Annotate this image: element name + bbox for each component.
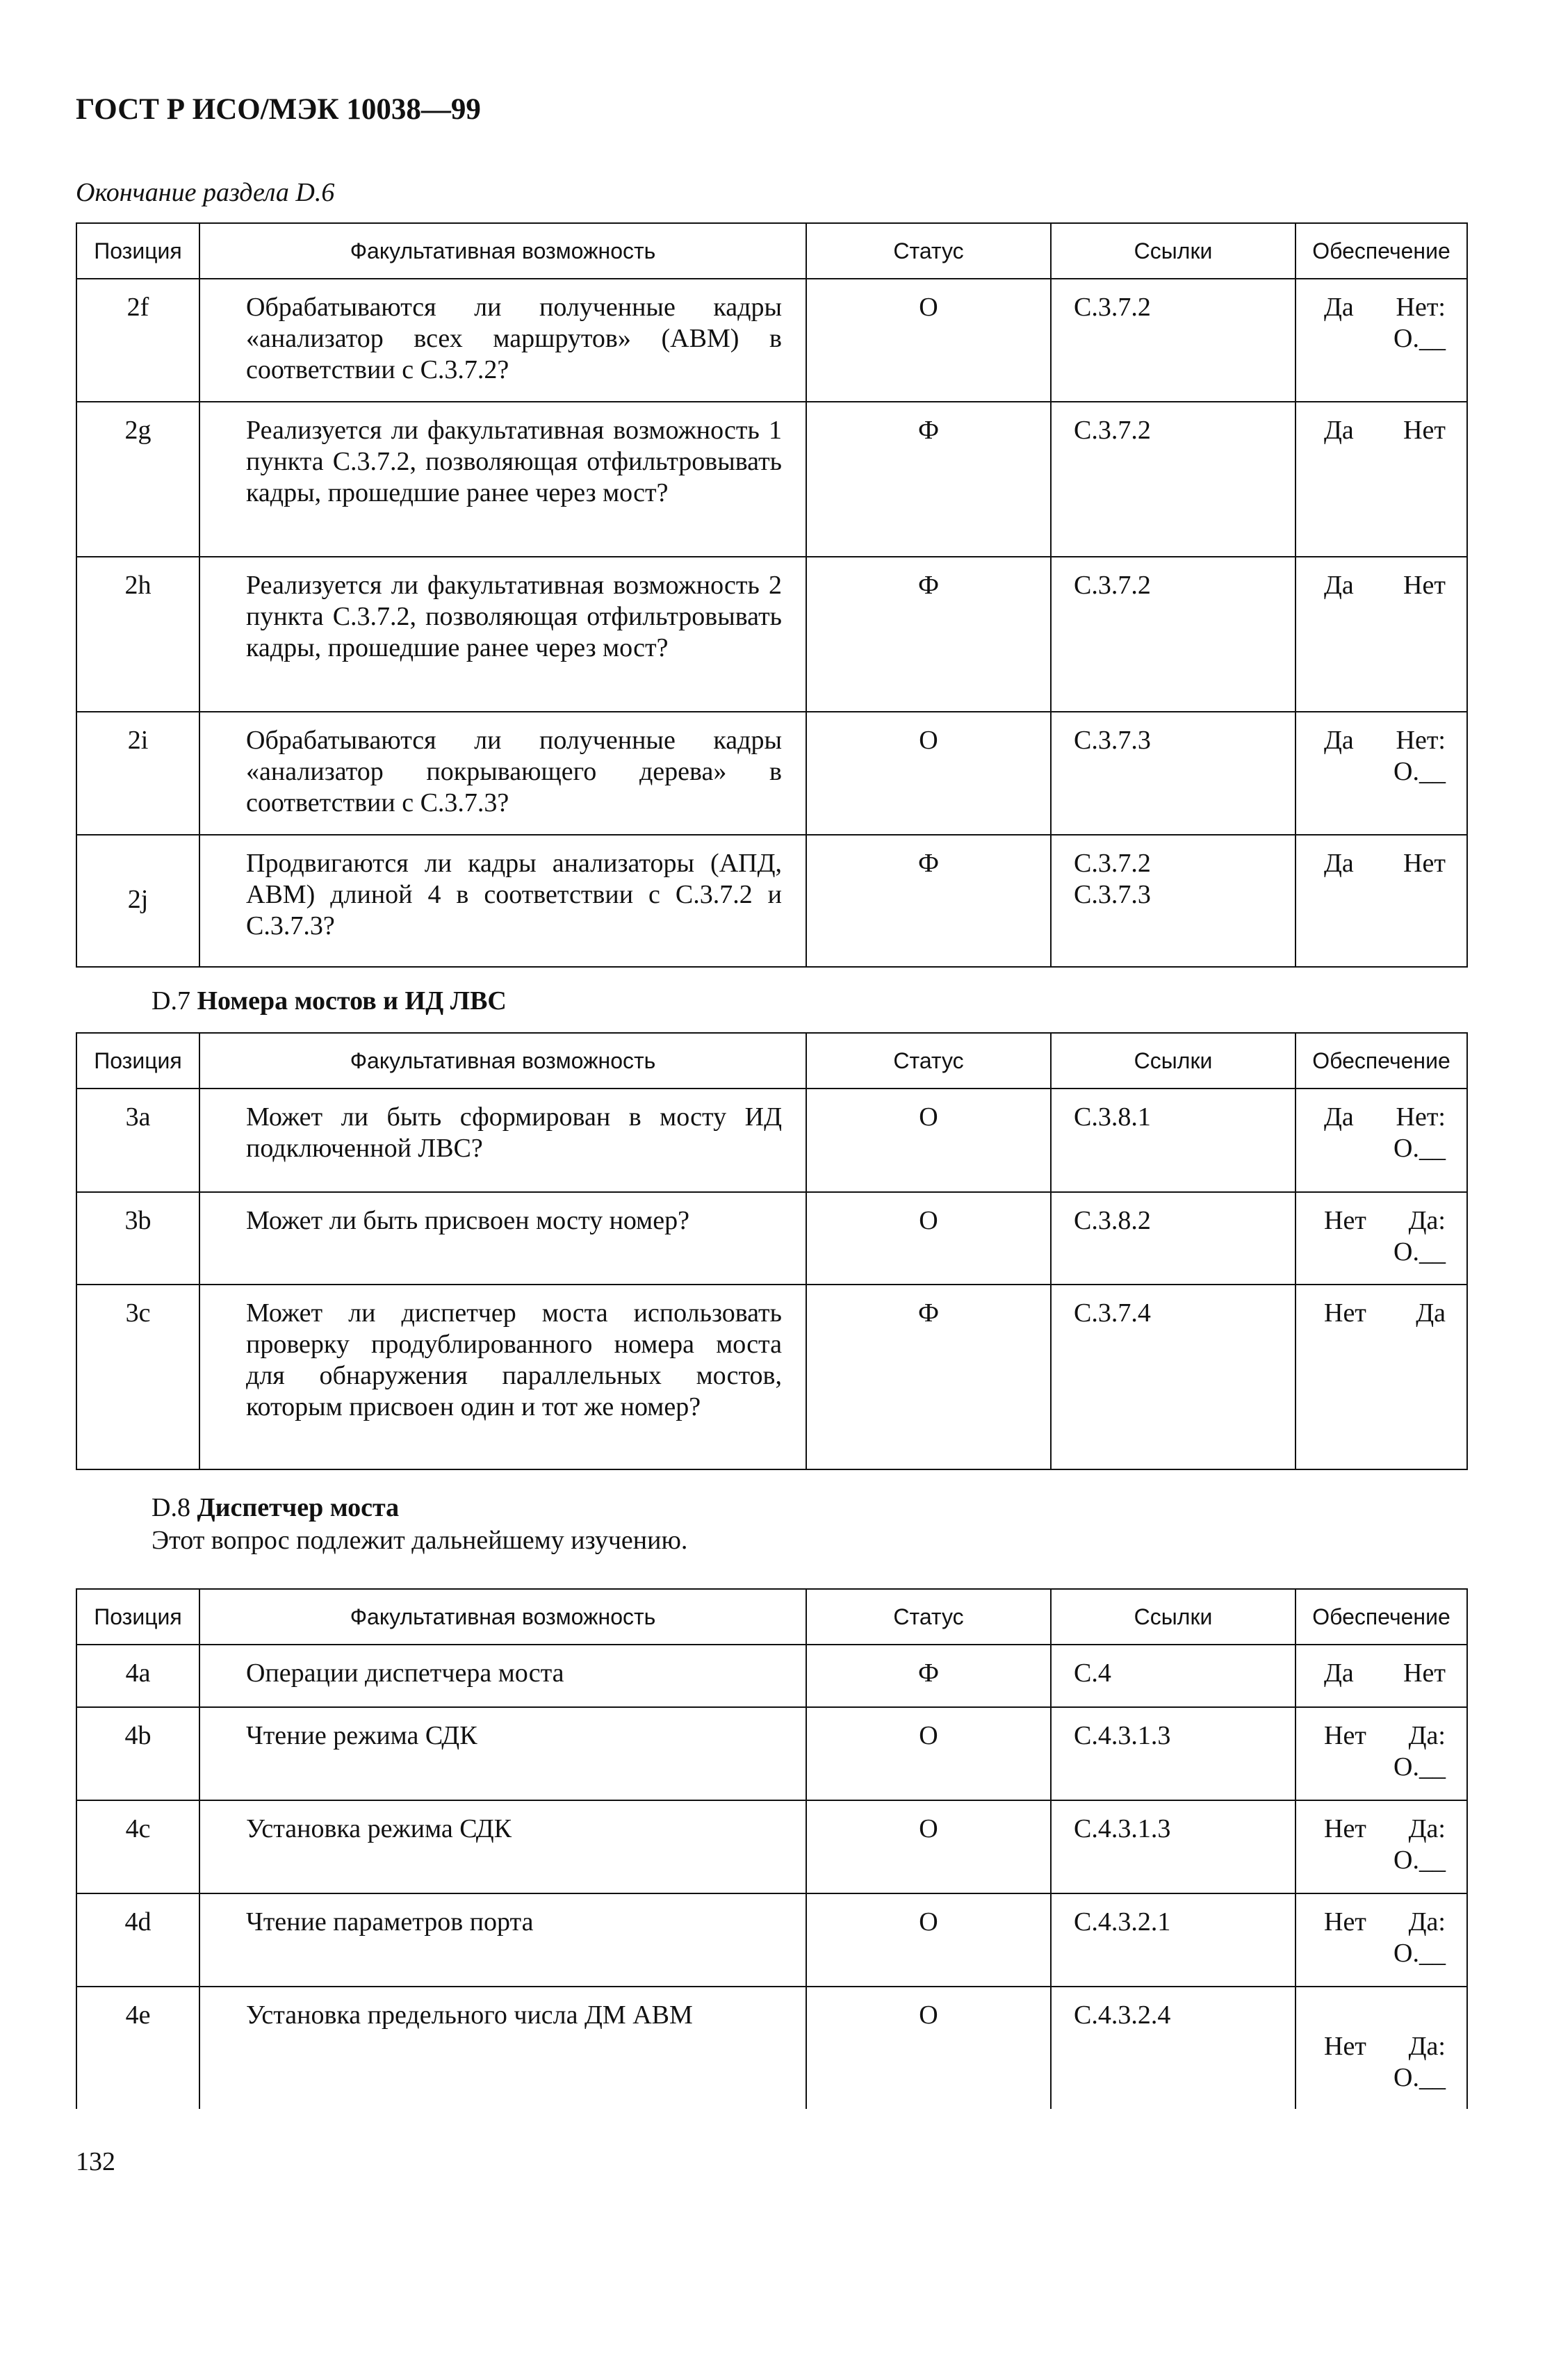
section-d7-number: D.7	[152, 986, 190, 1016]
row-position: 4e	[76, 1987, 199, 2109]
table-row	[76, 279, 1467, 402]
row-reference: С.4.3.1.3	[1051, 1800, 1295, 1893]
support-yes: Да	[1324, 726, 1354, 755]
col-header-position: Позиция	[76, 1589, 199, 1645]
table-header-row	[76, 223, 1467, 279]
support-yes: Нет	[1324, 2032, 1366, 2061]
row-support	[1295, 1987, 1467, 2109]
row-reference: С.3.7.3	[1051, 712, 1295, 835]
section-d7-heading	[152, 986, 507, 1016]
support-yes: Да	[1324, 293, 1354, 322]
support-no-detail: О.__	[1393, 2063, 1446, 2092]
support-yes: Нет	[1324, 1206, 1366, 1235]
row-status: О	[806, 1893, 1051, 1987]
section-d8-note: Этот вопрос подлежит дальнейшему изучению.	[152, 1526, 688, 1555]
row-feature: Реализуется ли факультативная возможность 1 пункта С.3.7.2, позволяющая отфильтровывать кадры, прошедшие ранее через мост?	[199, 402, 806, 557]
support-no: Нет	[1403, 849, 1446, 878]
row-position: 3b	[76, 1192, 199, 1285]
table-d8	[76, 1588, 1468, 2109]
section-d8-number: D.8	[152, 1493, 190, 1522]
col-header-references: Ссылки	[1051, 223, 1295, 279]
row-feature: Обрабатываются ли полученные кадры «анализатор покрывающего дерева» в соответствии с С.3.7.3?	[199, 712, 806, 835]
row-status: Ф	[806, 402, 1051, 557]
support-no: Да:	[1408, 1721, 1446, 1750]
col-header-status: Статус	[806, 223, 1051, 279]
row-feature: Операции диспетчера моста	[199, 1645, 806, 1707]
row-status: О	[806, 1707, 1051, 1800]
support-yes: Нет	[1324, 1814, 1366, 1843]
table-row	[76, 1893, 1467, 1987]
col-header-references: Ссылки	[1051, 1589, 1295, 1645]
row-feature: Установка режима СДК	[199, 1800, 806, 1893]
section-d8-title: Диспетчер моста	[197, 1493, 400, 1522]
support-no: Да:	[1408, 1814, 1446, 1843]
col-header-support: Обеспечение	[1295, 223, 1467, 279]
support-yes: Нет	[1324, 1298, 1366, 1328]
support-no: Да	[1416, 1298, 1446, 1328]
support-no: Нет:	[1396, 1102, 1446, 1132]
row-status: О	[806, 1987, 1051, 2109]
table-row	[76, 402, 1467, 557]
section-continuation-label: Окончание раздела D.6	[76, 178, 335, 207]
table-row	[76, 1800, 1467, 1893]
row-reference: С.4.3.2.4	[1051, 1987, 1295, 2109]
row-status: О	[806, 712, 1051, 835]
support-no-detail: О.__	[1393, 757, 1446, 786]
row-status: О	[806, 1192, 1051, 1285]
support-yes: Да	[1324, 1102, 1354, 1132]
row-support	[1295, 835, 1467, 967]
table-d7	[76, 1032, 1468, 1470]
support-no: Да:	[1408, 1206, 1446, 1235]
table-row	[76, 1987, 1467, 2109]
col-header-position: Позиция	[76, 1033, 199, 1089]
row-position	[76, 835, 199, 967]
row-position: 2g	[76, 402, 199, 557]
row-support	[1295, 1893, 1467, 1987]
row-support	[1295, 279, 1467, 402]
support-no-detail: О.__	[1393, 1134, 1446, 1163]
support-yes: Да	[1324, 416, 1354, 445]
table-row	[76, 1192, 1467, 1285]
row-feature: Может ли быть присвоен мосту номер?	[199, 1192, 806, 1285]
support-no: Нет:	[1396, 293, 1446, 322]
support-no-detail: О.__	[1393, 324, 1446, 353]
col-header-status: Статус	[806, 1589, 1051, 1645]
table-row	[76, 1285, 1467, 1469]
row-reference: С.3.7.4	[1051, 1285, 1295, 1469]
table-d6	[76, 222, 1468, 968]
support-yes: Нет	[1324, 1907, 1366, 1937]
row-position: 4a	[76, 1645, 199, 1707]
support-yes: Да	[1324, 1658, 1354, 1688]
row-feature: Может ли быть сформирован в мосту ИД подключенной ЛВС?	[199, 1089, 806, 1192]
table-row	[76, 557, 1467, 712]
table-row	[76, 1707, 1467, 1800]
row-reference: С.4	[1051, 1645, 1295, 1707]
row-feature: Обрабатываются ли полученные кадры «анализатор всех маршрутов» (ABM) в соответствии с С.3.7.2?	[199, 279, 806, 402]
support-no-detail: О.__	[1393, 1845, 1446, 1875]
col-header-references: Ссылки	[1051, 1033, 1295, 1089]
support-yes: Да	[1324, 849, 1354, 878]
section-d8-heading	[152, 1492, 399, 1523]
row-position: 2f	[76, 279, 199, 402]
col-header-position: Позиция	[76, 223, 199, 279]
support-no: Да:	[1408, 2032, 1446, 2061]
row-reference: С.4.3.2.1	[1051, 1893, 1295, 1987]
col-header-support: Обеспечение	[1295, 1589, 1467, 1645]
page-header-title: ГОСТ Р ИСО/МЭК 10038—99	[76, 93, 481, 126]
support-no: Нет	[1403, 571, 1446, 600]
row-support	[1295, 1645, 1467, 1707]
row-position-label: 2j	[127, 884, 149, 914]
row-support	[1295, 1707, 1467, 1800]
row-status: Ф	[806, 1285, 1051, 1469]
row-support	[1295, 1089, 1467, 1192]
row-reference: С.4.3.1.3	[1051, 1707, 1295, 1800]
support-yes: Нет	[1324, 1721, 1366, 1750]
support-no-detail: О.__	[1393, 1752, 1446, 1782]
row-reference-2: С.3.7.3	[1074, 880, 1151, 909]
table-row	[76, 712, 1467, 835]
support-no: Нет:	[1396, 726, 1446, 755]
row-support	[1295, 712, 1467, 835]
page-number: 132	[76, 2147, 115, 2176]
row-status: О	[806, 279, 1051, 402]
section-d7-title: Номера мостов и ИД ЛВС	[197, 986, 507, 1016]
row-status: Ф	[806, 835, 1051, 967]
support-no-detail: О.__	[1393, 1939, 1446, 1968]
col-header-status: Статус	[806, 1033, 1051, 1089]
row-support	[1295, 1285, 1467, 1469]
row-feature: Чтение режима СДК	[199, 1707, 806, 1800]
row-position: 3c	[76, 1285, 199, 1469]
row-reference: С.3.7.2	[1051, 402, 1295, 557]
row-reference-1: С.3.7.2	[1074, 849, 1151, 878]
row-status: О	[806, 1800, 1051, 1893]
support-no: Да:	[1408, 1907, 1446, 1937]
col-header-feature: Факультативная возможность	[199, 223, 806, 279]
row-feature: Может ли диспетчер моста использовать проверку продублированного номера моста для обнаружения параллельных мостов, которым присвоен один и тот же номер?	[199, 1285, 806, 1469]
row-position: 2i	[76, 712, 199, 835]
row-position: 3a	[76, 1089, 199, 1192]
row-feature: Продвигаются ли кадры анализаторы (АПД, ABM) длиной 4 в соответствии с С.3.7.2 и С.3.7.3?	[199, 835, 806, 967]
col-header-feature: Факультативная возможность	[199, 1033, 806, 1089]
table-row	[76, 1089, 1467, 1192]
table-row	[76, 1645, 1467, 1707]
support-yes: Да	[1324, 571, 1354, 600]
row-position: 4d	[76, 1893, 199, 1987]
row-support	[1295, 557, 1467, 712]
row-status: О	[806, 1089, 1051, 1192]
table-row	[76, 835, 1467, 967]
row-feature: Реализуется ли факультативная возможность 2 пункта С.3.7.2, позволяющая отфильтровывать кадры, прошедшие ранее через мост?	[199, 557, 806, 712]
row-feature: Чтение параметров порта	[199, 1893, 806, 1987]
row-status: Ф	[806, 1645, 1051, 1707]
col-header-support: Обеспечение	[1295, 1033, 1467, 1089]
row-support	[1295, 1800, 1467, 1893]
table-header-row	[76, 1033, 1467, 1089]
support-no: Нет	[1403, 1658, 1446, 1688]
row-support	[1295, 1192, 1467, 1285]
row-feature: Установка предельного числа ДМ ABM	[199, 1987, 806, 2109]
support-no: Нет	[1403, 416, 1446, 445]
row-reference: С.3.7.2	[1051, 557, 1295, 712]
table-header-row	[76, 1589, 1467, 1645]
row-position: 2h	[76, 557, 199, 712]
row-position: 4c	[76, 1800, 199, 1893]
row-position: 4b	[76, 1707, 199, 1800]
row-reference: С.3.8.2	[1051, 1192, 1295, 1285]
support-no-detail: О.__	[1393, 1237, 1446, 1266]
row-reference	[1051, 835, 1295, 967]
row-status: Ф	[806, 557, 1051, 712]
row-support	[1295, 402, 1467, 557]
row-reference: С.3.7.2	[1051, 279, 1295, 402]
row-reference: С.3.8.1	[1051, 1089, 1295, 1192]
col-header-feature: Факультативная возможность	[199, 1589, 806, 1645]
